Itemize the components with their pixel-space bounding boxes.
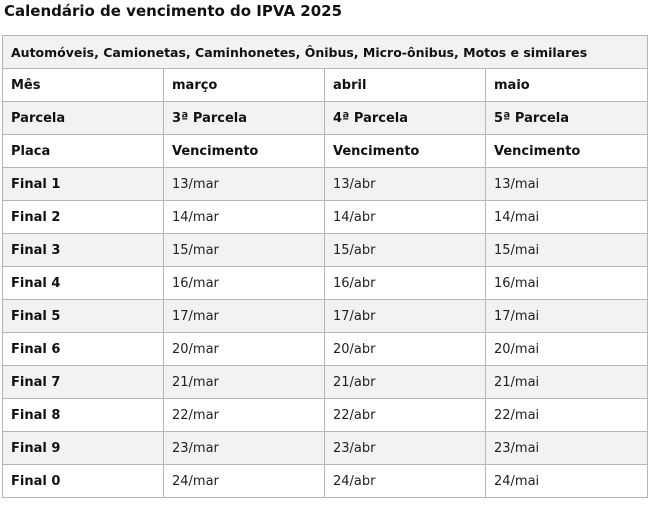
due-date-cell: 13/mai <box>486 168 648 201</box>
plate-final-cell: Final 8 <box>3 399 164 432</box>
table-row <box>3 399 648 432</box>
plate-final-cell: Final 3 <box>3 234 164 267</box>
due-date-cell: 14/abr <box>325 201 486 234</box>
plate-final-cell: Final 9 <box>3 432 164 465</box>
table-row <box>3 300 648 333</box>
installment-cell: 5ª Parcela <box>486 102 648 135</box>
column-header-row <box>3 135 648 168</box>
ipva-due-date-table <box>2 35 648 498</box>
due-date-header-cell: Vencimento <box>164 135 325 168</box>
due-date-cell: 14/mai <box>486 201 648 234</box>
plate-final-cell: Final 5 <box>3 300 164 333</box>
due-date-cell: 23/mar <box>164 432 325 465</box>
due-date-cell: 17/mai <box>486 300 648 333</box>
installment-label-cell: Parcela <box>3 102 164 135</box>
due-date-cell: 14/mar <box>164 201 325 234</box>
due-date-cell: 17/abr <box>325 300 486 333</box>
installment-cell: 3ª Parcela <box>164 102 325 135</box>
table-row <box>3 333 648 366</box>
plate-final-cell: Final 6 <box>3 333 164 366</box>
due-date-cell: 15/abr <box>325 234 486 267</box>
page-title: Calendário de vencimento do IPVA 2025 <box>4 2 343 20</box>
table-row <box>3 234 648 267</box>
due-date-cell: 23/abr <box>325 432 486 465</box>
due-date-cell: 16/abr <box>325 267 486 300</box>
plate-final-cell: Final 7 <box>3 366 164 399</box>
plate-final-cell: Final 0 <box>3 465 164 498</box>
due-date-header-cell: Vencimento <box>325 135 486 168</box>
plate-final-cell: Final 4 <box>3 267 164 300</box>
month-row <box>3 69 648 102</box>
due-date-cell: 13/abr <box>325 168 486 201</box>
due-date-cell: 15/mai <box>486 234 648 267</box>
month-label-cell: Mês <box>3 69 164 102</box>
due-date-cell: 20/mai <box>486 333 648 366</box>
due-date-cell: 24/mar <box>164 465 325 498</box>
due-date-cell: 21/mar <box>164 366 325 399</box>
table-row <box>3 201 648 234</box>
due-date-header-cell: Vencimento <box>486 135 648 168</box>
vehicle-category-row <box>3 36 648 69</box>
table-row <box>3 267 648 300</box>
due-date-cell: 24/abr <box>325 465 486 498</box>
table-row <box>3 366 648 399</box>
due-date-cell: 23/mai <box>486 432 648 465</box>
due-date-cell: 16/mar <box>164 267 325 300</box>
table-row <box>3 432 648 465</box>
due-date-cell: 15/mar <box>164 234 325 267</box>
table-row <box>3 465 648 498</box>
due-date-cell: 21/abr <box>325 366 486 399</box>
due-date-cell: 20/mar <box>164 333 325 366</box>
month-cell: maio <box>486 69 648 102</box>
installment-row <box>3 102 648 135</box>
due-date-cell: 16/mai <box>486 267 648 300</box>
table-body <box>3 36 648 498</box>
vehicle-category-cell: Automóveis, Camionetas, Caminhonetes, Ônibus, Micro-ônibus, Motos e similares <box>3 36 648 69</box>
due-date-cell: 22/mar <box>164 399 325 432</box>
table-row <box>3 168 648 201</box>
due-date-cell: 24/mai <box>486 465 648 498</box>
plate-final-cell: Final 2 <box>3 201 164 234</box>
plate-header-cell: Placa <box>3 135 164 168</box>
due-date-cell: 20/abr <box>325 333 486 366</box>
month-cell: abril <box>325 69 486 102</box>
due-date-cell: 17/mar <box>164 300 325 333</box>
plate-final-cell: Final 1 <box>3 168 164 201</box>
month-cell: março <box>164 69 325 102</box>
due-date-cell: 13/mar <box>164 168 325 201</box>
installment-cell: 4ª Parcela <box>325 102 486 135</box>
due-date-cell: 21/mai <box>486 366 648 399</box>
due-date-cell: 22/abr <box>325 399 486 432</box>
due-date-cell: 22/mai <box>486 399 648 432</box>
